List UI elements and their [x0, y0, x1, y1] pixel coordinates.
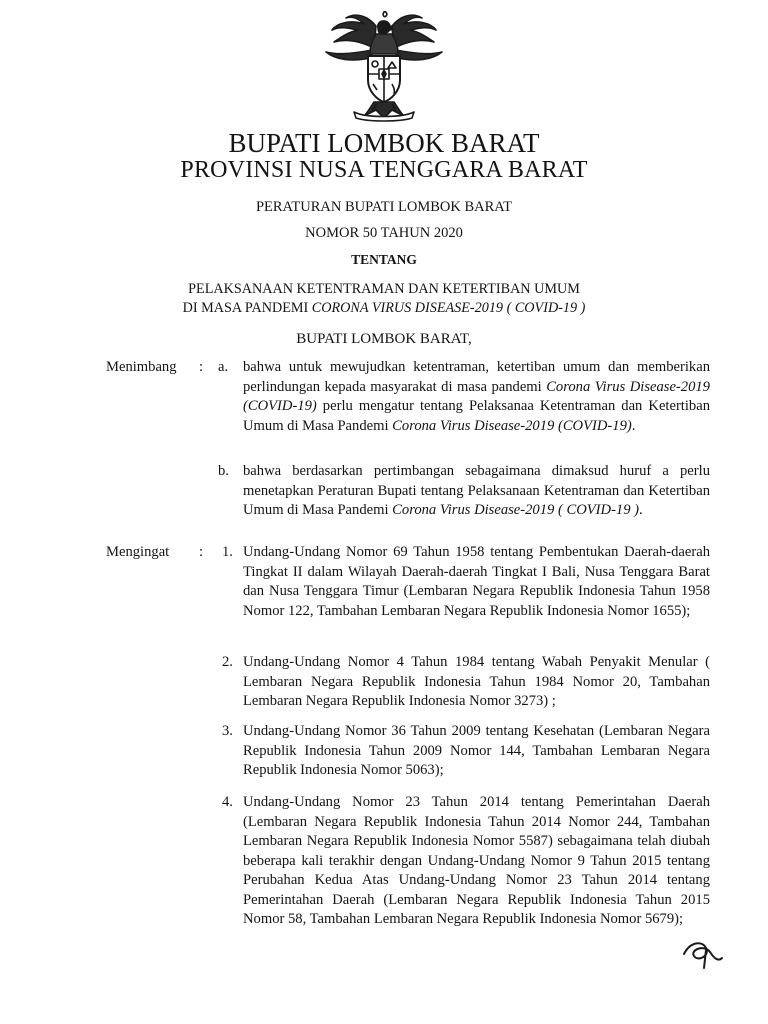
regulation-subject-line1: PELAKSANAAN KETENTRAMAN DAN KETERTIBAN UMUM: [188, 281, 580, 297]
text-span: .: [639, 502, 643, 518]
text-span: bahwa berdasarkan pertimbangan sebagaimana dimaksud huruf a perlu menetapkan Peraturan Bupati tentang Pelaksanaan Ketentraman dan Ketertiban Umum di Masa Pandemi: [243, 463, 710, 518]
menimbang-item-a: [243, 358, 710, 436]
initial-signature-icon: [680, 932, 726, 972]
regulation-about-label: TENTANG: [351, 252, 417, 267]
subject-prefix: DI MASA PANDEMI: [182, 300, 312, 316]
text-span: bahwa untuk mewujudkan ketentraman, ketertiban umum dan memberikan perlindungan kepada masyarakat di masa pandemi: [243, 359, 710, 395]
mengingat-colon: :: [199, 544, 204, 560]
menimbang-label: Menimbang: [106, 359, 177, 375]
subject-italic: CORONA VIRUS DISEASE-2019 ( COVID-19 ): [311, 300, 586, 316]
italic-span: Corona Virus Disease-2019 ( COVID-19 ): [392, 502, 640, 518]
page-title: BUPATI LOMBOK BARAT: [228, 128, 540, 158]
regulation-subject-line2: [0, 299, 768, 317]
menimbang-colon: :: [199, 359, 204, 375]
authority-heading: BUPATI LOMBOK BARAT,: [296, 331, 472, 347]
menimbang-marker-a: a.: [218, 359, 229, 375]
mengingat-label: Mengingat: [106, 544, 170, 560]
mengingat-item-2: Undang-Undang Nomor 4 Tahun 1984 tentang Wabah Penyakit Menular ( Lembaran Negara Republik Indonesia Tahun 1984 Nomor 20, Tambahan Lembaran Negara Republik Indonesia Nomor 3273) ;: [243, 654, 710, 709]
page-subtitle: PROVINSI NUSA TENGGARA BARAT: [180, 157, 588, 183]
mengingat-marker-1: 1.: [222, 544, 233, 560]
mengingat-item-1: Undang-Undang Nomor 69 Tahun 1958 tentang Pembentukan Daerah-daerah Tingkat II dalam Wilayah Daerah-daerah Tingkat I Bali, Nusa Tenggara Barat dan Nusa Tenggara Timur (Lembaran Negara Republik Indonesia Tahun 1958 Nomor 122, Tambahan Lembaran Negara Republik Indonesia Nomor 1655);: [243, 544, 710, 619]
menimbang-marker-b: b.: [218, 463, 229, 479]
mengingat-marker-4: 4.: [222, 794, 233, 810]
mengingat-marker-3: 3.: [222, 723, 233, 739]
garuda-emblem-icon: [318, 8, 450, 124]
menimbang-item-b: [243, 462, 710, 521]
italic-span: Corona Virus Disease-2019 (COVID-19): [392, 417, 632, 434]
mengingat-item-4: Undang-Undang Nomor 23 Tahun 2014 tentang Pemerintahan Daerah (Lembaran Negara Republik Indonesia Tahun 2014 Nomor 244, Tambahan Lembaran Negara Republik Indonesia Nomor 5587) sebagaimana telah diubah beberapa kali terakhir dengan Undang-Undang Nomor 9 Tahun 2015 tentang Perubahan Kedua Atas Undang-Undang Nomor 23 Tahun 2014 tentang Pemerintahan Daerah (Lembaran Negara Republik Indonesia Tahun 2015 Nomor 58, Tambahan Lembaran Negara Republik Indonesia Nomor 5679);: [243, 794, 710, 927]
regulation-type: PERATURAN BUPATI LOMBOK BARAT: [255, 199, 513, 215]
italic-span: Corona Virus Disease-2019 (COVID-19): [243, 378, 710, 414]
mengingat-marker-2: 2.: [222, 654, 233, 670]
mengingat-item-3: Undang-Undang Nomor 36 Tahun 2009 tentang Kesehatan (Lembaran Negara Republik Indonesia Tahun 2009 Nomor 144, Tambahan Lembaran Negara Republik Indonesia Nomor 5063);: [243, 723, 710, 778]
text-span: perlu mengatur tentang Pelaksanaa Ketentraman dan Ketertiban Umum di Masa Pandemi: [243, 398, 710, 434]
regulation-number: NOMOR 50 TAHUN 2020: [305, 225, 463, 241]
text-span: .: [631, 417, 636, 434]
